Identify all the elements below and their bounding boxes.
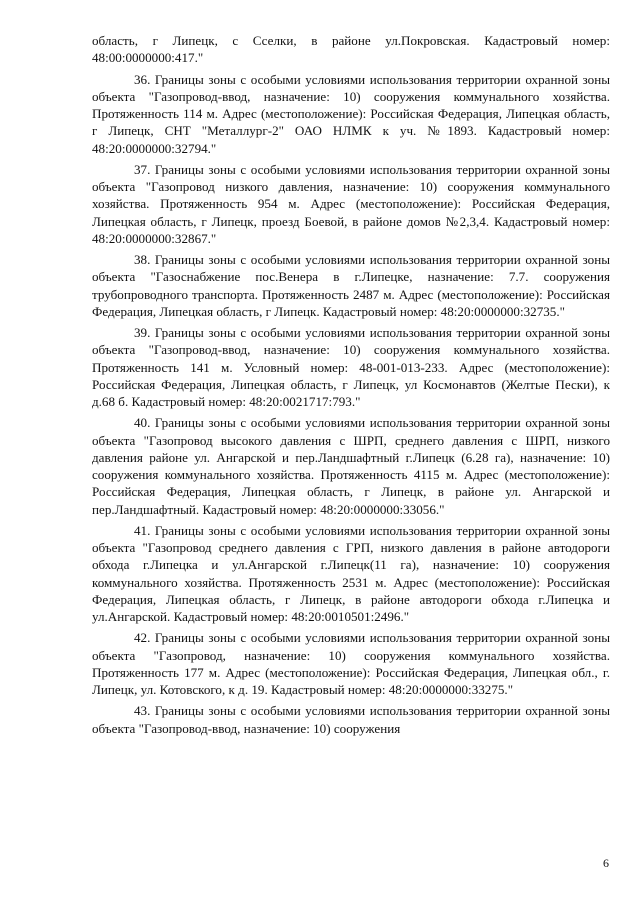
paragraph-item-36: 36. Границы зоны с особыми условиями использования территории охранной зоны объекта "Газопровод-ввод, назначение: 10) сооружения коммунального хозяйства. Протяженность 114 м. Адрес (местоположение): Российская Федерация, Липецкая область, г Липецк, СНТ "Металлург-2" ОАО НЛМК к уч. №1893. Кадастровый номер: 48:20:0000000:32794." [92,71,610,156]
document-page [92,32,610,741]
paragraph-item-41: 41. Границы зоны с особыми условиями использования территории охранной зоны объекта "Газопровод среднего давления с ГРП, низкого давления в районе автодороги обхода г.Липецка и ул.Ангарской г.Липецк(11 га), назначение: 10) сооружения коммунального хозяйства. Протяженность 2531 м. Адрес (местоположение): Российская Федерация, Липецкая область, г Липецк, в районе автодороги обхода г.Липецка и ул.Ангарской. Кадастровый номер: 48:20:0010501:2496." [92,522,610,624]
paragraph-item-42: 42. Границы зоны с особыми условиями использования территории охранной зоны объекта "Газопровод, назначение: 10) сооружения коммунального хозяйства. Протяженность 177 м. Адрес (местоположение): Российская Федерация, Липецкая обл., г. Липецк, ул. Котовского, к д. 19. Кадастровый номер: 48:20:0000000:33275." [92,630,610,697]
paragraph-item-39: 39. Границы зоны с особыми условиями использования территории охранной зоны объекта "Газопровод-ввод, назначение: 10) сооружения коммунального хозяйства. Протяженность 141 м. Условный номер: 48-001-013-233. Адрес (местоположение): Российская Федерация, Липецкая область, г Липецк, ул Космонавтов (Желтые Пески), к д.68 б. Кадастровый номер: 48:20:0021717:793." [92,325,610,409]
paragraph-item-37: 37. Границы зоны с особыми условиями использования территории охранной зоны объекта "Газопровод низкого давления, назначение: 10) сооружения коммунального хозяйства. Протяженность 954 м. Адрес (местоположение): Российская Федерация, Липецкая область, г Липецк, проезд Боевой, в районе домов №2,3,4. Кадастровый номер: 48:20:0000000:32867." [92,161,610,246]
paragraph-item-43: 43. Границы зоны с особыми условиями использования территории охранной зоны объекта "Газопровод-ввод, назначение: 10) сооружения [92,703,610,736]
page-number: 6 [603,856,609,870]
paragraph-item-38: 38. Границы зоны с особыми условиями использования территории охранной зоны объекта "Газоснабжение пос.Венера в г.Липецке, назначение: 7.7. сооружения трубопроводного транспорта. Протяженность 2487 м. Адрес (местоположение): Российская Федерация, Липецкая область, г Липецк. Кадастровый номер: 48:20:0000000:32735." [92,252,610,319]
paragraph-continuation: область, г Липецк, с Сселки, в районе ул.Покровская. Кадастровый номер: 48:00:0000000:417." [92,33,610,66]
paragraph-item-40: 40. Границы зоны с особыми условиями использования территории охранной зоны объекта "Газопровод высокого давления с ШРП, среднего давления с ШРП, низкого давления районе ул. Ангарской и пер.Ландшафтный г.Липецк (6.28 га), назначение: 10) сооружения коммунального хозяйства. Протяженность 4115 м. Адрес (местоположение): Российская Федерация, Липецкая область, г Липецк, в районе ул. Ангарской и пер.Ландшафтный. Кадастровый номер: 48:20:0000000:33056." [92,415,610,517]
